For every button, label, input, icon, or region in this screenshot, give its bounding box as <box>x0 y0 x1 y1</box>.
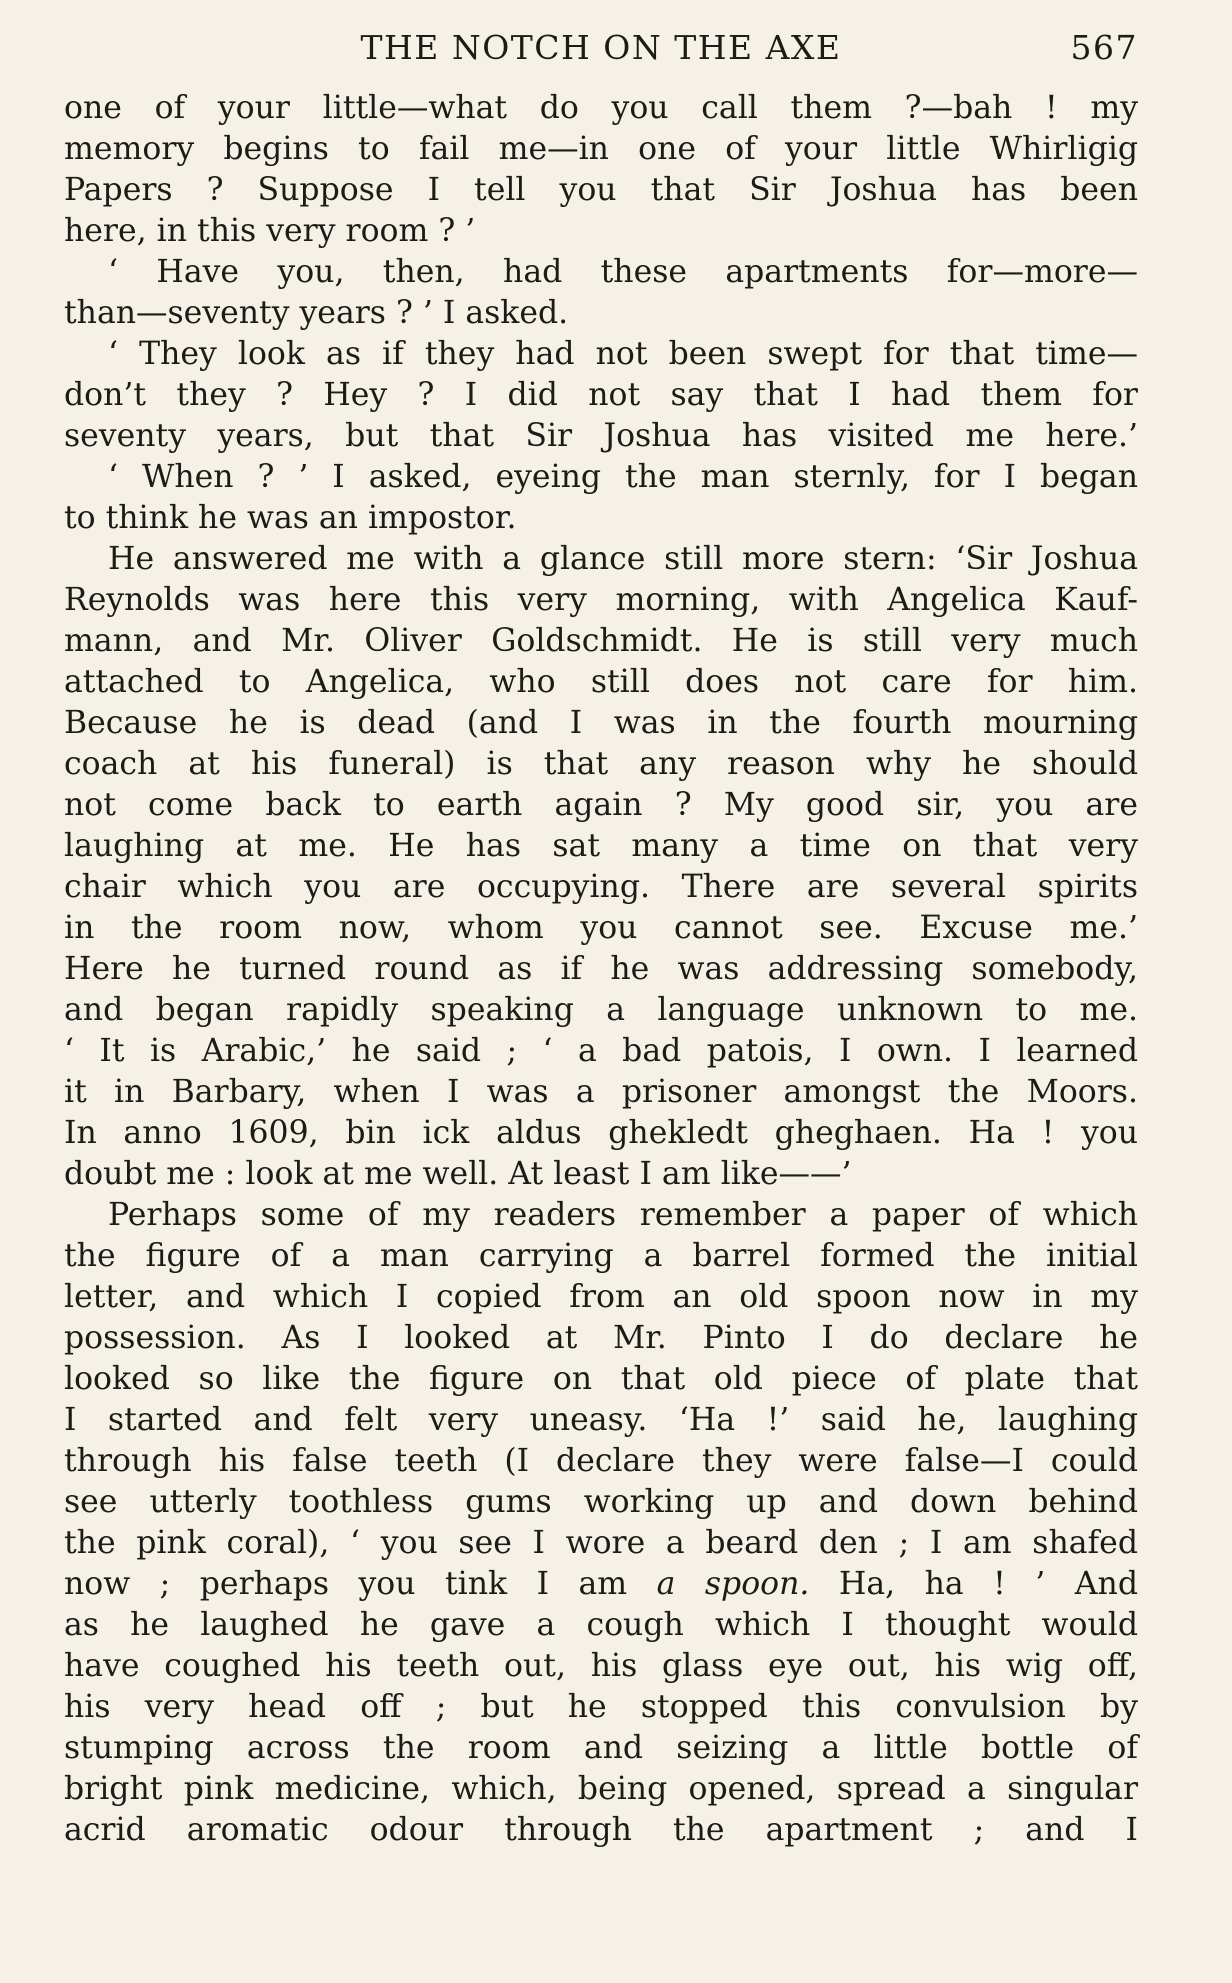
text-line: doubt me : look at me well. At least I am like——’ <box>64 1156 852 1192</box>
text-line: see utterly toothless gums working up and down behind <box>64 1484 1138 1520</box>
text-line: memory begins to fail me—in one of your little Whirligig <box>64 131 1138 167</box>
running-title: THE NOTCH ON THE AXE <box>360 28 842 67</box>
text-line: ‘ They look as if they had not been swept for that time— <box>108 336 1138 372</box>
text-line: stumping across the room and seizing a little bottle of <box>64 1730 1138 1766</box>
text-line: coach at his funeral) is that any reason why he should <box>64 746 1138 782</box>
text-line: the figure of a man carrying a barrel formed the initial <box>64 1238 1138 1274</box>
text-line: not come back to earth again ? My good sir, you are <box>64 787 1138 823</box>
text-line: attached to Angelica, who still does not care for him. <box>64 664 1138 700</box>
text-line: have coughed his teeth out, his glass eye out, his wig off, <box>64 1648 1138 1684</box>
text-line: don’t they ? Hey ? I did not say that I had them for <box>64 377 1138 413</box>
text-line: ‘ It is Arabic,’ he said ; ‘ a bad patois, I own. I learned <box>64 1033 1138 1069</box>
text-line: looked so like the figure on that old piece of plate that <box>64 1361 1138 1397</box>
text-line: laughing at me. He has sat many a time on that very <box>64 828 1138 864</box>
text-line: He answered me with a glance still more stern: ‘Sir Joshua <box>108 541 1138 577</box>
text-line: the pink coral), ‘ you see I wore a beard den ; I am shafed <box>64 1525 1138 1561</box>
text-line <box>64 1564 1138 1605</box>
running-head <box>64 22 1138 78</box>
text-line: than—seventy years ? ’ I asked. <box>64 295 569 331</box>
text-line: in the room now, whom you cannot see. Excuse me.’ <box>64 910 1138 946</box>
book-page <box>64 22 1138 1851</box>
text-line: and began rapidly speaking a language unknown to me. <box>64 992 1138 1028</box>
text-line: In anno 1609, bin ick aldus ghekledt gheghaen. Ha ! you <box>64 1115 1138 1151</box>
text-line: it in Barbary, when I was a prisoner amongst the Moors. <box>64 1074 1138 1110</box>
text-line: to think he was an impostor. <box>64 500 517 536</box>
text-line: Here he turned round as if he was addressing somebody, <box>64 951 1138 987</box>
line-segment: now ; perhaps you tink I am <box>64 1566 628 1602</box>
text-line: one of your little—what do you call them ?—bah ! my <box>64 90 1138 126</box>
text-line: bright pink medicine, which, being opened, spread a singular <box>64 1771 1138 1807</box>
text-line: acrid aromatic odour through the apartment ; and I <box>64 1812 1138 1848</box>
text-line: Because he is dead (and I was in the fourth mourning <box>64 705 1138 741</box>
text-line: through his false teeth (I declare they were false—I could <box>64 1443 1138 1479</box>
text-line: as he laughed he gave a cough which I thought would <box>64 1607 1138 1643</box>
text-line: mann, and Mr. Oliver Goldschmidt. He is still very much <box>64 623 1138 659</box>
line-segment: Ha, ha ! ’ And <box>838 1566 1138 1602</box>
text-line: Papers ? Suppose I tell you that Sir Joshua has been <box>64 172 1138 208</box>
text-line: letter, and which I copied from an old spoon now in my <box>64 1279 1138 1315</box>
text-line: ‘ When ? ’ I asked, eyeing the man sternly, for I began <box>108 459 1138 495</box>
text-line: Reynolds was here this very morning, with Angelica Kauf- <box>64 582 1138 618</box>
text-line: his very head off ; but he stopped this convulsion by <box>64 1689 1138 1725</box>
page-number: 567 <box>1070 28 1138 67</box>
text-line: I started and felt very uneasy. ‘Ha !’ said he, laughing <box>64 1402 1138 1438</box>
text-line: here, in this very room ? ’ <box>64 213 476 249</box>
text-line: Perhaps some of my readers remember a paper of which <box>108 1197 1138 1233</box>
text-line: seventy years, but that Sir Joshua has visited me here.’ <box>64 418 1138 454</box>
body-text <box>64 88 1138 1851</box>
italic-phrase: a spoon. <box>656 1566 810 1602</box>
text-line: chair which you are occupying. There are several spirits <box>64 869 1138 905</box>
text-line: possession. As I looked at Mr. Pinto I do declare he <box>64 1320 1138 1356</box>
text-line: ‘ Have you, then, had these apartments for—more— <box>108 254 1138 290</box>
